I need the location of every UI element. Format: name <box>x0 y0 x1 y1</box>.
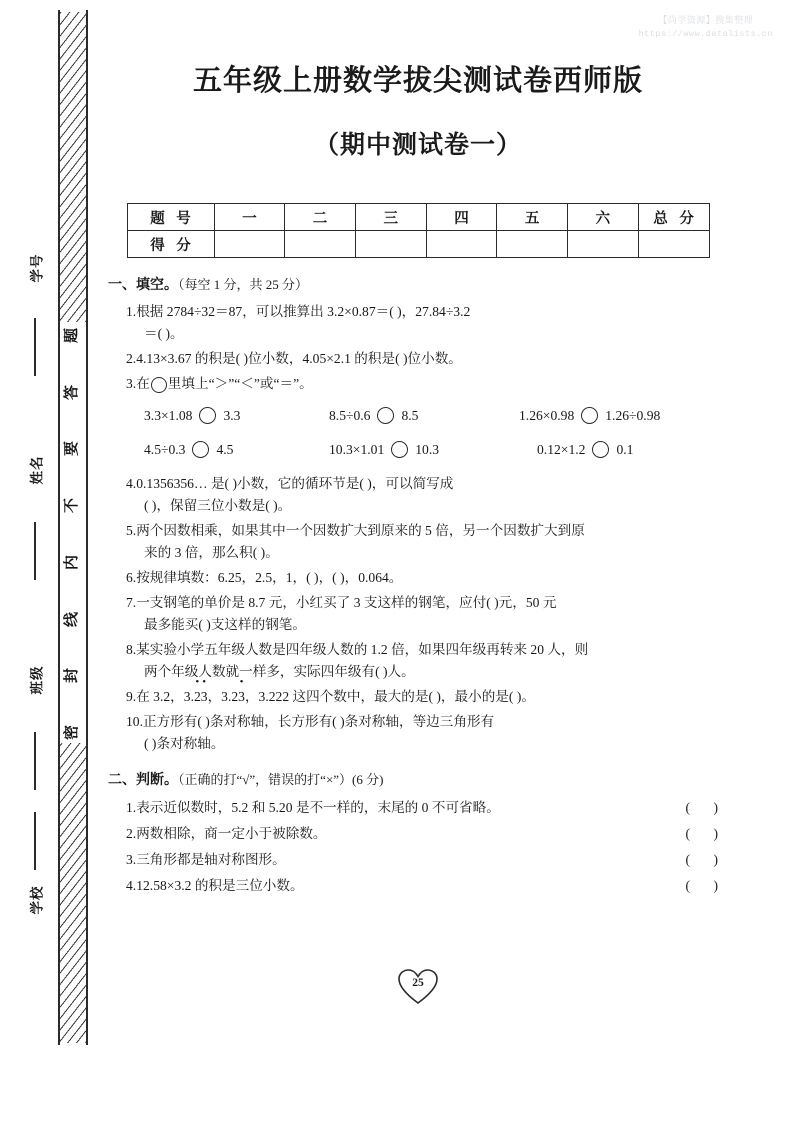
heart-icon <box>397 968 439 1006</box>
compare-circle-1[interactable] <box>199 407 216 424</box>
score-cell-4[interactable] <box>426 231 497 258</box>
repeating-digit-1: 2 • <box>194 686 201 708</box>
score-row-label-question: 题 号 <box>127 204 214 231</box>
question-1-7-line1: 7.一支钢笔的单价是 8.7 元，小红买了 3 支这样的钢笔，应付( )元，50 元 <box>126 594 557 610</box>
info-rule <box>34 732 36 790</box>
compare-pair-6 <box>537 439 633 461</box>
judgement-text-1: 1.表示近似数时，5.2 和 5.20 是不一样的，末尾的 0 不可省略。 <box>126 799 500 815</box>
question-1-9 <box>126 686 728 708</box>
score-cell-1[interactable] <box>214 231 285 258</box>
seal-char-2: 要 <box>64 441 81 457</box>
compare-pair-4 <box>144 439 329 461</box>
compare-right-1: 3.3 <box>223 407 241 423</box>
repeating-digit-3: 3 • <box>238 686 245 708</box>
seal-char-7: 密 <box>64 724 81 740</box>
compare-pair-1 <box>144 405 329 427</box>
student-info-column <box>14 10 56 1045</box>
section-1-points: （每空 1 分，共 25 分） <box>178 277 309 292</box>
score-row-label-score: 得 分 <box>127 231 214 258</box>
question-1-3 <box>126 373 728 461</box>
seal-hatch-top <box>60 12 86 322</box>
judgement-text-2: 2.两数相除，商一定小于被除数。 <box>126 825 327 841</box>
question-1-3-line1 <box>126 373 728 395</box>
score-col-6: 六 <box>568 204 639 231</box>
question-1-4 <box>126 473 728 517</box>
score-col-3: 三 <box>355 204 426 231</box>
info-field-name <box>14 455 56 485</box>
compare-pair-2 <box>329 405 519 427</box>
compare-pair-5 <box>329 439 519 461</box>
judgement-answer-4[interactable]: ( ) <box>685 877 728 893</box>
compare-left-6: 0.12×1.2 <box>537 441 586 457</box>
score-cell-2[interactable] <box>285 231 356 258</box>
judgement-answer-2[interactable]: ( ) <box>685 825 728 841</box>
question-1-7 <box>126 592 728 636</box>
question-1-10-line1: 10.正方形有( )条对称轴，长方形有( )条对称轴，等边三角形有 <box>126 713 495 729</box>
score-col-1: 一 <box>214 204 285 231</box>
score-cell-total[interactable] <box>638 231 709 258</box>
judgement-item-4 <box>126 875 728 897</box>
section-1-heading <box>108 274 728 298</box>
judgement-text-4: 4.12.58×3.2 的积是三位小数。 <box>126 877 304 893</box>
compare-circle-4[interactable] <box>192 441 209 458</box>
question-1-2-line1: 2.4.13×3.67 的积是( )位小数，4.05×2.1 的积是( )位小数。 <box>126 350 462 366</box>
info-field-student-number <box>14 253 56 283</box>
page-number: 25 <box>412 977 424 989</box>
compare-left-3: 1.26×0.98 <box>519 407 575 423</box>
question-1-10-line2: ( )条对称轴。 <box>144 735 225 751</box>
question-1-1-line2: ＝( )。 <box>144 325 184 341</box>
section-2-heading <box>108 769 728 793</box>
info-field-class <box>14 665 56 695</box>
score-cell-6[interactable] <box>568 231 639 258</box>
question-1-5-line2: 来的 3 倍，那么积( )。 <box>144 544 279 560</box>
seal-char-4: 内 <box>64 554 81 570</box>
question-1-3-prefix: 3.在 <box>126 375 150 391</box>
compare-circle-6[interactable] <box>592 441 609 458</box>
section-true-false <box>108 769 728 897</box>
question-1-7-line2: 最多能买( )支这样的钢笔。 <box>144 616 306 632</box>
compare-right-4: 4.5 <box>216 441 234 457</box>
info-rule <box>34 318 36 376</box>
question-1-9-line1 <box>126 686 728 708</box>
question-1-9-mid: ，3.2 <box>207 688 239 704</box>
info-rule <box>34 522 36 580</box>
compare-row-1 <box>144 405 728 427</box>
question-1-10 <box>126 711 728 755</box>
score-col-4: 四 <box>426 204 497 231</box>
question-1-9-suffix: ，3.222 这四个数中，最大的是( )，最小的是( )。 <box>244 688 535 704</box>
question-1-5-line1: 5.两个因数相乘，如果其中一个因数扩大到原来的 5 倍，另一个因数扩大到原 <box>126 522 585 538</box>
question-1-6-line1: 6.按规律填数：6.25，2.5，1，( )，( )，0.064。 <box>126 569 403 585</box>
exam-page <box>108 0 728 1122</box>
compare-left-1: 3.3×1.08 <box>144 407 193 423</box>
compare-right-2: 8.5 <box>401 407 419 423</box>
watermark-url: https://www.datalists.cn <box>638 28 773 39</box>
table-row-question-numbers <box>127 204 709 231</box>
section-1-title: 一、填空。 <box>108 278 178 293</box>
judgement-text-3: 3.三角形都是轴对称图形。 <box>126 851 286 867</box>
score-table <box>127 203 710 258</box>
question-1-2 <box>126 348 728 370</box>
question-1-8 <box>126 639 728 683</box>
compare-exercise-grid <box>144 405 728 461</box>
question-1-5 <box>126 520 728 564</box>
watermark-line1: 【尚学资源】搜集整理 <box>658 15 754 25</box>
section-2-title: 二、判断。 <box>108 772 178 788</box>
compare-pair-3 <box>519 405 660 427</box>
judgement-item-3 <box>126 849 728 871</box>
seal-char-5: 线 <box>64 611 81 627</box>
repeating-digit-2: 3 • <box>201 686 208 708</box>
info-label-name: 姓名 <box>29 455 44 485</box>
compare-right-3: 1.26÷0.98 <box>605 407 661 423</box>
seal-hatch-bottom <box>60 743 86 1043</box>
question-1-8-line2: 两个年级人数就一样多，实际四年级有( )人。 <box>144 663 415 679</box>
question-1-1-line1: 1.根据 2784÷32＝87，可以推算出 3.2×0.87＝( )，27.84÷3.2 <box>126 303 471 319</box>
seal-line-band <box>58 10 88 1045</box>
question-1-1 <box>126 301 728 345</box>
compare-circle-2[interactable] <box>377 407 394 424</box>
score-col-2: 二 <box>285 204 356 231</box>
compare-right-5: 10.3 <box>415 441 440 457</box>
score-cell-3[interactable] <box>355 231 426 258</box>
judgement-item-1 <box>126 797 728 819</box>
compare-left-4: 4.5÷0.3 <box>144 441 186 457</box>
info-label-student-number: 学号 <box>29 253 44 283</box>
compare-circle-5[interactable] <box>391 441 408 458</box>
question-1-6 <box>126 567 728 589</box>
question-1-3-suffix: 里填上“＞”“＜”或“＝”。 <box>167 375 313 391</box>
info-field-school <box>14 885 56 915</box>
seal-line-text <box>60 328 86 740</box>
question-1-4-line2: ( )，保留三位小数是( )。 <box>144 497 292 513</box>
score-col-5: 五 <box>497 204 568 231</box>
judgement-answer-3[interactable]: ( ) <box>685 851 728 867</box>
score-col-total: 总 分 <box>638 204 709 231</box>
info-label-school: 学校 <box>29 885 44 915</box>
judgement-item-2 <box>126 823 728 845</box>
info-label-class: 班级 <box>29 665 44 695</box>
table-row-scores <box>127 231 709 258</box>
info-rule <box>34 812 36 870</box>
seal-char-6: 封 <box>64 668 81 684</box>
page-subtitle: （期中测试卷一） <box>313 132 522 159</box>
compare-left-5: 10.3×1.01 <box>329 441 385 457</box>
seal-char-3: 不 <box>64 498 81 514</box>
section-2-points: （正确的打“√”，错误的打“×”）(6 分) <box>178 771 384 787</box>
compare-circle-prompt[interactable] <box>151 377 167 393</box>
page-title: 五年级上册数学拔尖测试卷西师版 <box>192 65 643 97</box>
compare-right-6: 0.1 <box>616 441 634 457</box>
question-1-4-line1: 4.0.1356356… 是( )小数，它的循环节是( )，可以简写成 <box>126 475 454 491</box>
compare-left-2: 8.5÷0.6 <box>329 407 371 423</box>
question-1-8-line1: 8.某实验小学五年级人数是四年级人数的 1.2 倍，如果四年级再转来 20 人，则 <box>126 641 589 657</box>
compare-circle-3[interactable] <box>581 407 598 424</box>
question-1-9-prefix: 9.在 3.2，3. <box>126 688 194 704</box>
section-fill-in-blank <box>108 274 728 755</box>
page-number-container <box>108 968 728 1011</box>
seal-char-1: 答 <box>64 384 81 400</box>
seal-char-0: 题 <box>64 327 81 344</box>
compare-row-2 <box>144 439 728 461</box>
judgement-answer-1[interactable]: ( ) <box>685 799 728 815</box>
score-cell-5[interactable] <box>497 231 568 258</box>
